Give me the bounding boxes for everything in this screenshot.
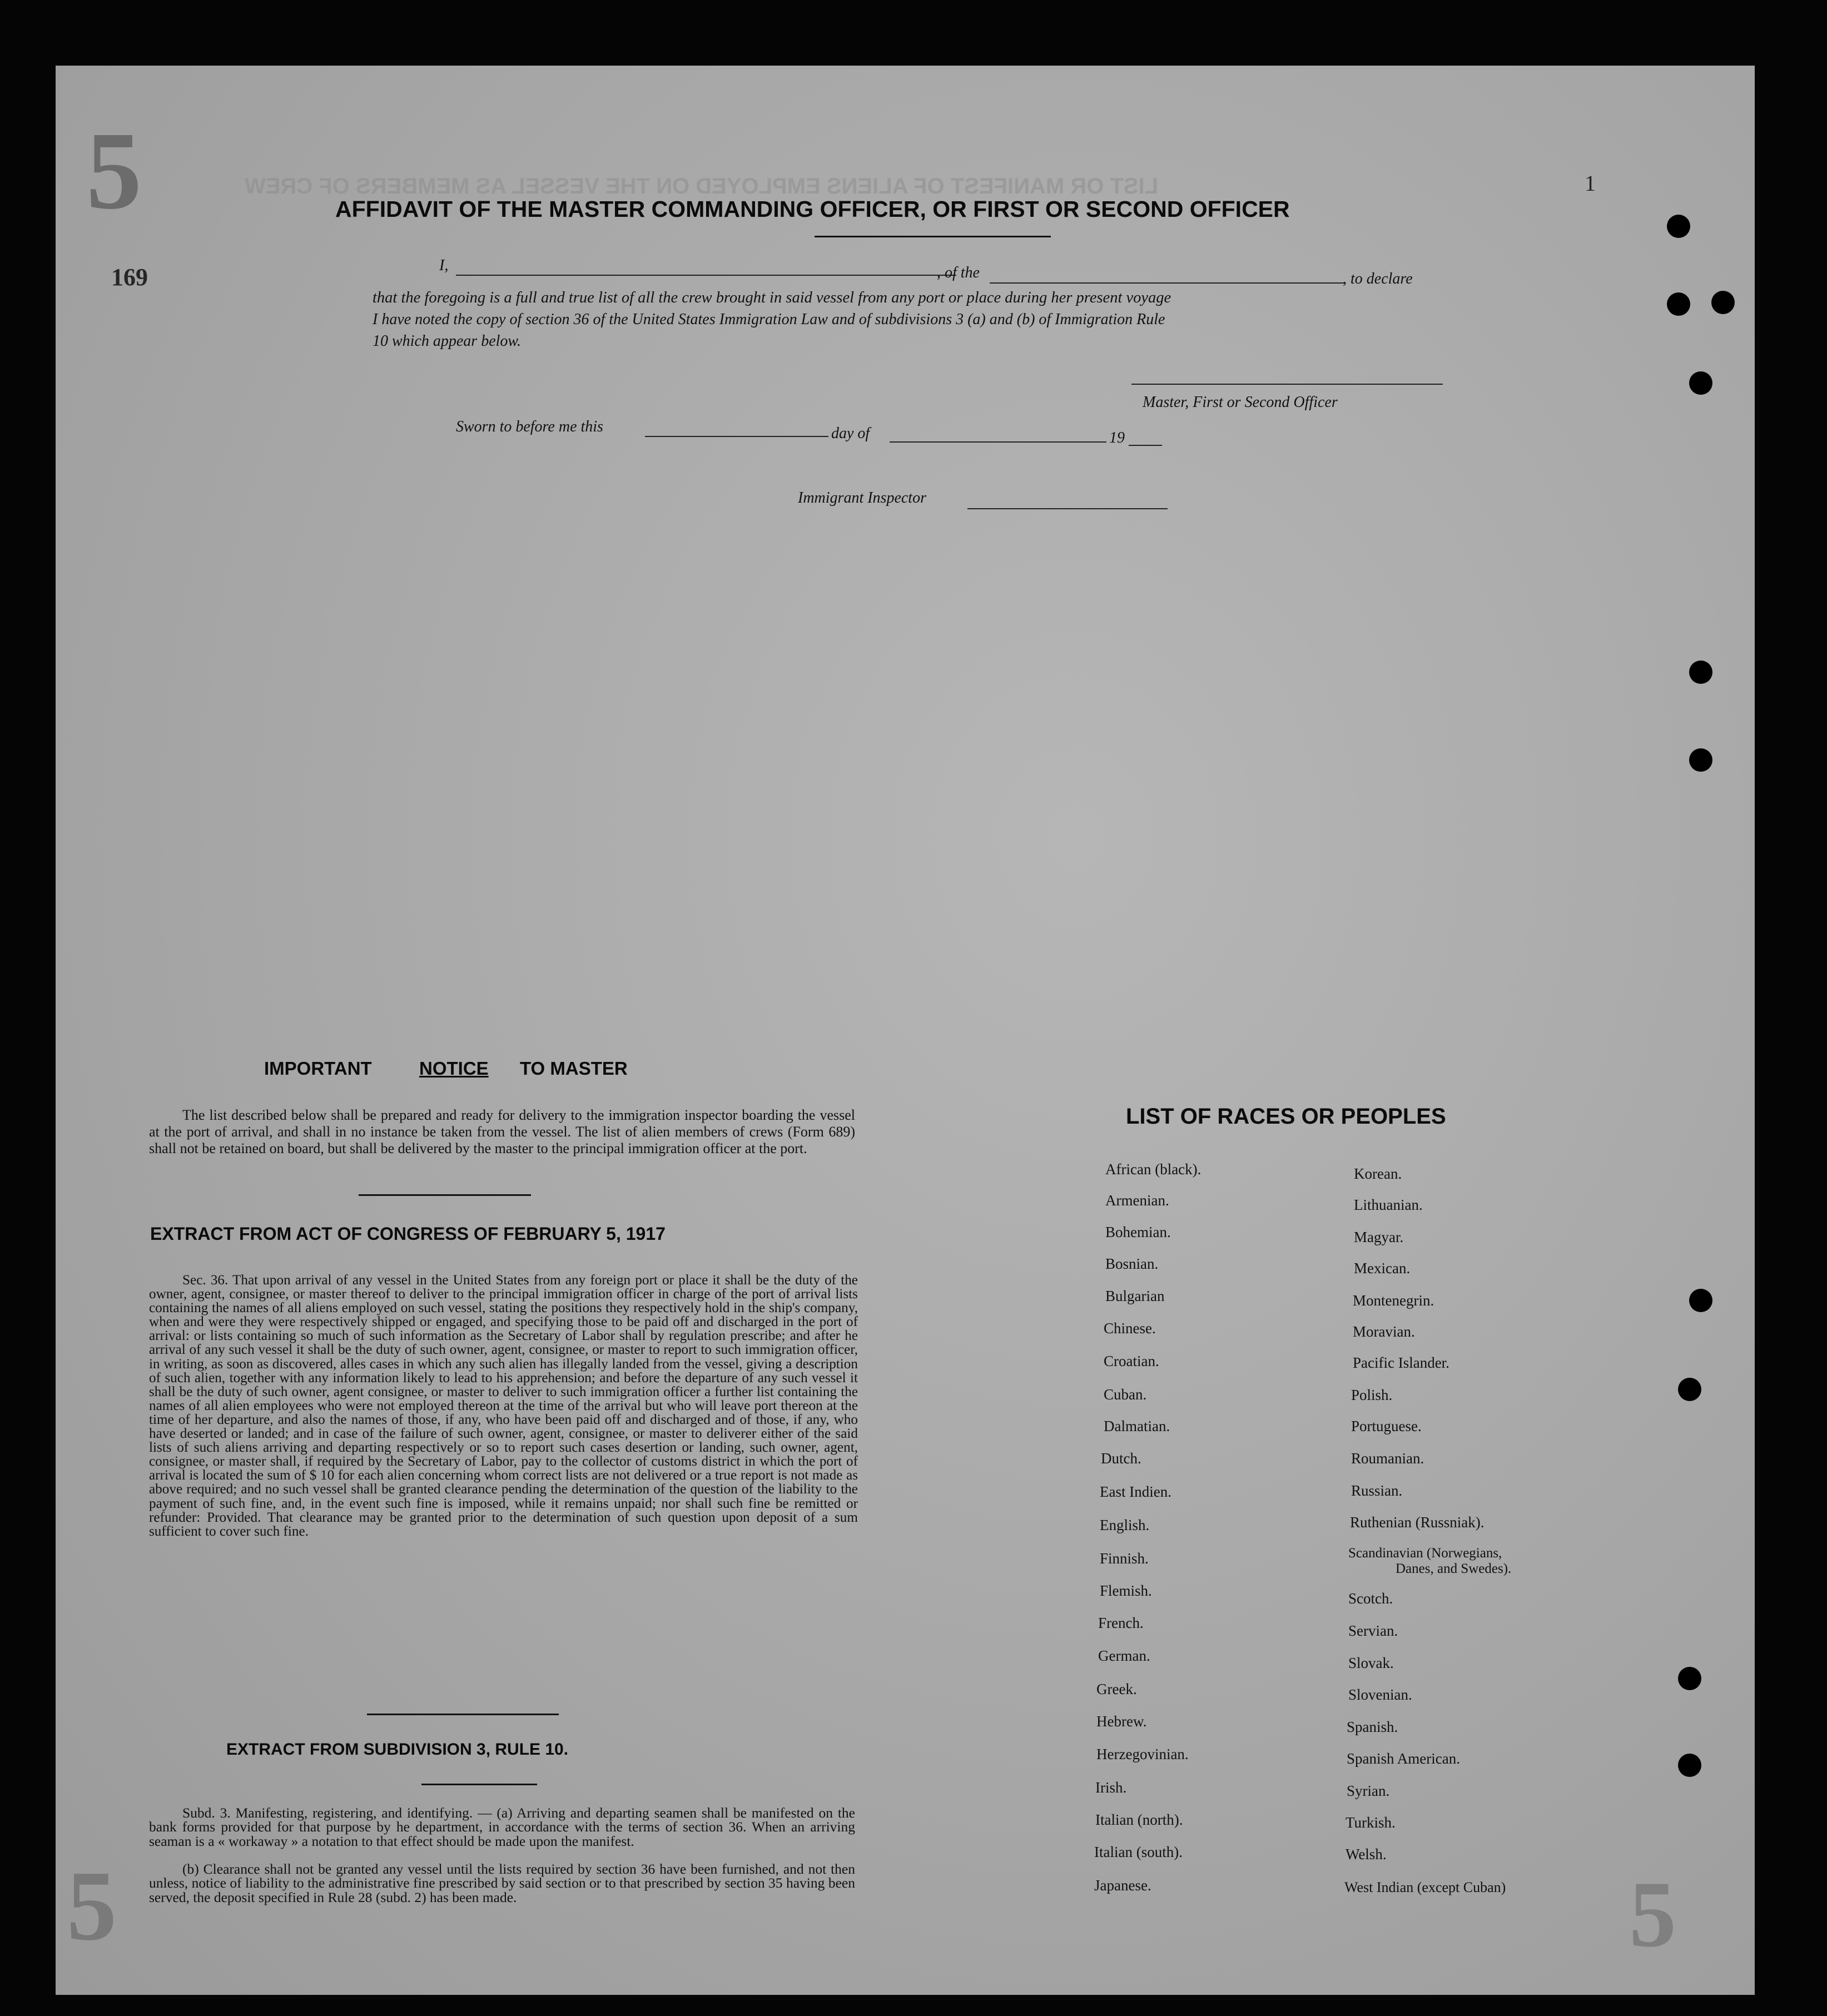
notice-title-notice: NOTICE	[419, 1058, 489, 1079]
rule-para-b: (b) Clearance shall not be granted any vessel until the lists required by section 36 have been furnished, and not then unless, notice of liability to the administrative fine prescribed by said section or to that prescribed by section 35 having been served, the deposit specified in Rule 28 (subd. 2) has been made.	[149, 1861, 855, 1905]
race-item: Scotch.	[1348, 1590, 1393, 1607]
race-item: Hebrew.	[1096, 1713, 1147, 1730]
race-item: Danes, and Swedes).	[1396, 1561, 1512, 1576]
inspector-label: Immigrant Inspector	[798, 489, 926, 507]
master-signature-label: Master, First or Second Officer	[1143, 394, 1338, 411]
affidavit-title: AFFIDAVIT OF THE MASTER COMMANDING OFFICER, OR FIRST OR SECOND OFFICER	[335, 196, 1290, 222]
race-item: Cuban.	[1104, 1386, 1147, 1403]
notice-title-to-master: TO MASTER	[520, 1058, 628, 1079]
race-item: West Indian (except Cuban)	[1344, 1879, 1506, 1895]
punch-hole	[1711, 291, 1735, 314]
punch-hole	[1678, 1667, 1701, 1690]
sworn-year-field[interactable]	[1129, 445, 1162, 446]
punch-hole	[1678, 1378, 1701, 1401]
race-item: Servian.	[1348, 1622, 1398, 1639]
race-item: Magyar.	[1354, 1229, 1404, 1245]
sworn-label: Sworn to before me this	[456, 418, 603, 435]
races-title: LIST OF RACES OR PEOPLES	[1126, 1104, 1446, 1129]
race-item: Slovak.	[1348, 1655, 1394, 1671]
punch-hole	[1689, 748, 1712, 772]
act-title: EXTRACT FROM ACT OF CONGRESS OF FEBRUARY 5, 1917	[150, 1224, 666, 1244]
rule-para-a: Subd. 3. Manifesting, registering, and identifying. — (a) Arriving and departing seamen shall be manifested on the bank forms provided for that purpose by he department, in accordance with the terms of section 36. When an arriving seaman is a « workaway » a notation to that effect should be made upon the manifest.	[149, 1805, 855, 1849]
race-item: Mexican.	[1354, 1260, 1411, 1277]
race-item: Flemish.	[1100, 1582, 1152, 1599]
race-item: English.	[1100, 1517, 1150, 1533]
race-item: Irish.	[1095, 1779, 1127, 1796]
rule-title-rule	[421, 1784, 537, 1785]
race-item: Ruthenian (Russniak).	[1350, 1514, 1485, 1531]
race-item: Welsh.	[1346, 1846, 1387, 1863]
race-item: Herzegovinian.	[1096, 1746, 1189, 1762]
vessel-name-field[interactable]	[990, 282, 1346, 284]
page-mark-bottom-left: 5	[67, 1850, 117, 1961]
race-item: Korean.	[1354, 1165, 1402, 1182]
race-item: Bohemian.	[1105, 1224, 1171, 1240]
act-rule	[367, 1714, 559, 1715]
affidavit-line-1: that the foregoing is a full and true list of all the crew brought in said vessel from any port or place during her present voyage	[373, 289, 1171, 306]
race-item: Montenegrin.	[1353, 1292, 1434, 1309]
race-item: German.	[1098, 1647, 1150, 1664]
affidavit-of-the-label: , of the	[937, 264, 980, 281]
punch-hole	[1667, 215, 1690, 238]
race-item: Slovenian.	[1348, 1686, 1412, 1703]
bleed-through-header: LIST OR MANIFEST OF ALIENS EMPLOYED ON THE VESSEL AS MEMBERS OF CREW	[245, 174, 1159, 198]
page-mark-bottom-right: 5	[1629, 1862, 1676, 1967]
sworn-day-field[interactable]	[645, 436, 828, 437]
race-item: Roumanian.	[1351, 1450, 1424, 1467]
race-item: Croatian.	[1104, 1353, 1159, 1369]
act-body: Sec. 36. That upon arrival of any vessel in the United States from any foreign port or place it shall be the duty of the owner, agent, consignee, or master thereof to deliver to the principal immigration officer in charge of the port of arrival lists containing the names of all aliens employed on such vessel, stating the positions they respectively hold in the ship's company, when and were they were respectively shipped or engaged, and specifying those to be paid off and discharged in the port of arrival: or lists containing so much of such information as the Secretary of Labor shall by regulation prescribe; and after he arrival of any such vessel it shall be the duty of such owner, agent, consignee, or master to report to such immigration officer, in writing, as soon as discovered, alles cases in which any such alien has illegally landed from the vessel, giving a description of such alien, together with any information likely to lead to his apprehension; and before the departure of any such vessel it shall be the duty of such owner, agent consignee, or master to deliver to such immigration officer a further list containing the names of all alien employees who were not employed thereon at the time of the arrival but who will leave port thereon at the time of her departure, and also the names of those, if any, who have been paid off and discharged and of those, if any, who have deserted or landed; and in case of the failure of such owner, agent, consignee, or master to deliverer either of the said lists of such aliens arriving and departing respectively or so to report such cases desertion or landing, such owner, agent, consignee, or master shall, if required by the Secretary of Labor, pay to the collector of customs district in which the port of arrival is located the sum of $ 10 for each alien concerning whom correct lists are not delivered or a true report is not made as above required; and no such vessel shall be granted clearance pending the determination of the question of the liability to the payment of such fine, and, in the event such fine is imposed, while it remains unpaid; nor shall such fine be remitted or refunder: Provided. That clearance may be granted prior to the determination of such question upon deposit of a sum sufficient to cover such fine.	[149, 1273, 858, 1539]
notice-body: The list described below shall be prepared and ready for delivery to the immigration inspector boarding the vessel at the port of arrival, and shall in no instance be taken from the vessel. The list of alien members of crews (Form 689) shall not be retained on board, but shall be delivered by the master to the principal immigration officer at the port.	[149, 1107, 855, 1156]
race-item: Polish.	[1351, 1387, 1393, 1403]
punch-hole	[1689, 661, 1712, 684]
sworn-year-label: 19	[1109, 429, 1125, 446]
race-item: French.	[1098, 1615, 1144, 1631]
race-item: Scandinavian (Norwegians,	[1348, 1546, 1502, 1561]
punch-hole	[1689, 1289, 1712, 1312]
race-item: Moravian.	[1353, 1323, 1415, 1340]
affidavit-i-label: I,	[439, 257, 449, 274]
race-item: Italian (south).	[1094, 1844, 1183, 1860]
race-item: Lithuanian.	[1354, 1196, 1423, 1213]
race-item: Japanese.	[1094, 1877, 1151, 1894]
race-item: Portuguese.	[1351, 1418, 1422, 1434]
race-item: Turkish.	[1346, 1814, 1396, 1831]
master-name-field[interactable]	[456, 275, 956, 276]
race-item: Italian (north).	[1095, 1811, 1183, 1828]
race-item: Dalmatian.	[1104, 1418, 1170, 1434]
punch-hole	[1667, 292, 1690, 316]
race-item: Armenian.	[1105, 1192, 1169, 1209]
page-side-number: 169	[111, 264, 148, 291]
affidavit-title-rule	[815, 236, 1051, 237]
race-item: Dutch.	[1101, 1450, 1141, 1467]
race-item: Chinese.	[1104, 1320, 1156, 1337]
sworn-day-of-label: day of	[831, 425, 870, 442]
notice-title-important: IMPORTANT	[264, 1058, 372, 1079]
punch-hole	[1689, 371, 1712, 395]
sworn-month-field[interactable]	[890, 441, 1106, 443]
race-item: African (black).	[1105, 1161, 1202, 1178]
page-mark-tick: 1	[1585, 171, 1596, 196]
race-item: Spanish.	[1347, 1719, 1398, 1735]
affidavit-declare-label: , to declare	[1343, 270, 1413, 287]
race-item: Bulgarian	[1105, 1288, 1165, 1304]
race-item: Russian.	[1351, 1482, 1403, 1499]
form-sheet	[56, 66, 1755, 1995]
race-item: East Indien.	[1100, 1483, 1171, 1500]
race-item: Finnish.	[1100, 1550, 1149, 1567]
notice-rule	[359, 1194, 531, 1196]
affidavit-line-3: 10 which appear below.	[373, 332, 522, 350]
race-item: Bosnian.	[1105, 1255, 1159, 1272]
race-item: Greek.	[1096, 1681, 1137, 1697]
master-signature-field[interactable]	[1131, 384, 1443, 385]
race-item: Pacific Islander.	[1353, 1354, 1449, 1371]
rule-title: EXTRACT FROM SUBDIVISION 3, RULE 10.	[226, 1740, 569, 1759]
race-item: Spanish American.	[1347, 1750, 1460, 1767]
affidavit-line-2: I have noted the copy of section 36 of the United States Immigration Law and of subdivisions 3 (a) and (b) of Immigration Rule	[373, 311, 1165, 328]
punch-hole	[1678, 1754, 1701, 1777]
inspector-signature-field[interactable]	[967, 508, 1168, 509]
race-item: Syrian.	[1347, 1782, 1390, 1799]
page-mark-top-left: 5	[86, 110, 142, 232]
